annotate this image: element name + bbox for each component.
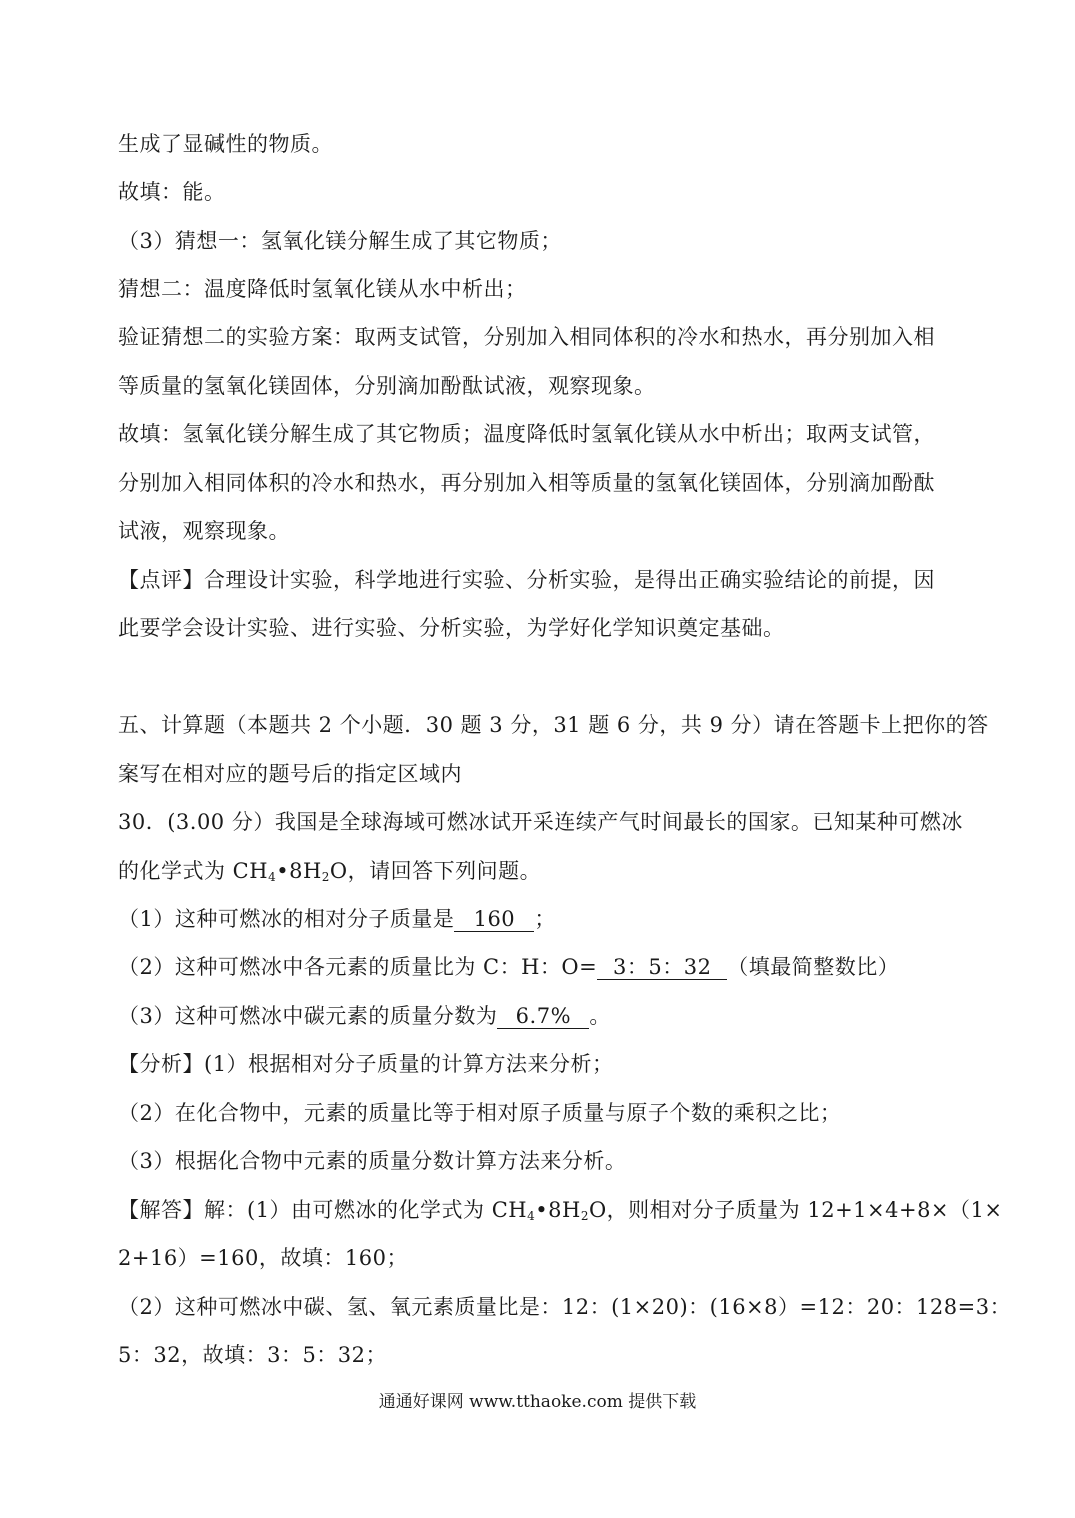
text-line: 案写在相对应的题号后的指定区域内 — [118, 762, 462, 786]
text-segment: 的化学式为 CH — [118, 859, 269, 883]
question-text: 。 — [589, 1004, 611, 1028]
text-segment: O，请回答下列问题。 — [329, 859, 542, 883]
text-segment: •8H — [276, 859, 322, 883]
question-text: （填最简整数比） — [727, 955, 900, 979]
question-30: 30．(3.00 分）我国是全球海域可燃冰试开采连续产气时间最长的国家。已知某种可燃冰 — [118, 810, 963, 834]
subscript: 4 — [268, 870, 277, 884]
text-line: 5：32，故填：3：5：32； — [118, 1343, 388, 1367]
text-line: 猜想二：温度降低时氢氧化镁从水中析出； — [118, 277, 527, 301]
text-line: 故填：氢氧化镁分解生成了其它物质；温度降低时氢氧化镁从水中析出；取两支试管， — [118, 422, 935, 446]
text-line: 此要学会设计实验、进行实验、分析实验，为学好化学知识奠定基础。 — [118, 616, 785, 640]
text-line: 分别加入相同体积的冷水和热水，再分别加入相等质量的氢氧化镁固体，分别滴加酚酞 — [118, 471, 935, 495]
answer-blank: 3：5：32 — [597, 955, 727, 980]
text-line: 等质量的氢氧化镁固体，分别滴加酚酞试液，观察现象。 — [118, 374, 656, 398]
subscript: 4 — [527, 1209, 536, 1223]
page-footer: 通通好课网 www.tthaoke.com 提供下载 — [378, 1392, 697, 1412]
answer-blank: 6.7% — [497, 1004, 589, 1029]
subscript: 2 — [321, 870, 330, 884]
formula-line — [118, 857, 541, 891]
sub-question-3 — [118, 1002, 611, 1030]
text-line: 故填：能。 — [118, 180, 226, 204]
question-text: ； — [534, 907, 556, 931]
text-line: （3）根据化合物中元素的质量分数计算方法来分析。 — [118, 1149, 627, 1173]
text-segment: •8H — [535, 1198, 581, 1222]
text-segment: O，则相对分子质量为 12+1×4+8×（1× — [588, 1198, 1003, 1222]
analysis-line: 【分析】(1）根据相对分子质量的计算方法来分析； — [118, 1052, 614, 1076]
sub-question-2 — [118, 953, 899, 981]
section-heading: 五、计算题（本题共 2 个小题．30 题 3 分，31 题 6 分，共 9 分）请在答题卡上把你的答 — [118, 713, 989, 737]
text-line: （2）这种可燃冰中碳、氢、氧元素质量比是：12：(1×20)：(16×8）=12：20：128=3： — [118, 1295, 1012, 1319]
question-text: （2）这种可燃冰中各元素的质量比为 C：H：O= — [118, 955, 598, 979]
review-note: 【点评】合理设计实验，科学地进行实验、分析实验，是得出正确实验结论的前提，因 — [118, 568, 935, 592]
subscript: 2 — [580, 1209, 589, 1223]
answer-line — [118, 1196, 1003, 1230]
text-segment: 【解答】解：(1）由可燃冰的化学式为 CH — [118, 1198, 528, 1222]
text-line: 2+16）=160，故填：160； — [118, 1246, 408, 1270]
answer-blank: 160 — [454, 907, 534, 932]
text-line: 试液，观察现象。 — [118, 519, 290, 543]
question-text: （3）这种可燃冰中碳元素的质量分数为 — [118, 1004, 498, 1028]
text-line: 验证猜想二的实验方案：取两支试管，分别加入相同体积的冷水和热水，再分别加入相 — [118, 325, 935, 349]
text-line: 生成了显碱性的物质。 — [118, 132, 333, 156]
text-line: （3）猜想一：氢氧化镁分解生成了其它物质； — [118, 229, 562, 253]
sub-question-1 — [118, 905, 556, 933]
question-text: （1）这种可燃冰的相对分子质量是 — [118, 907, 455, 931]
text-line: （2）在化合物中，元素的质量比等于相对原子质量与原子个数的乘积之比； — [118, 1101, 842, 1125]
